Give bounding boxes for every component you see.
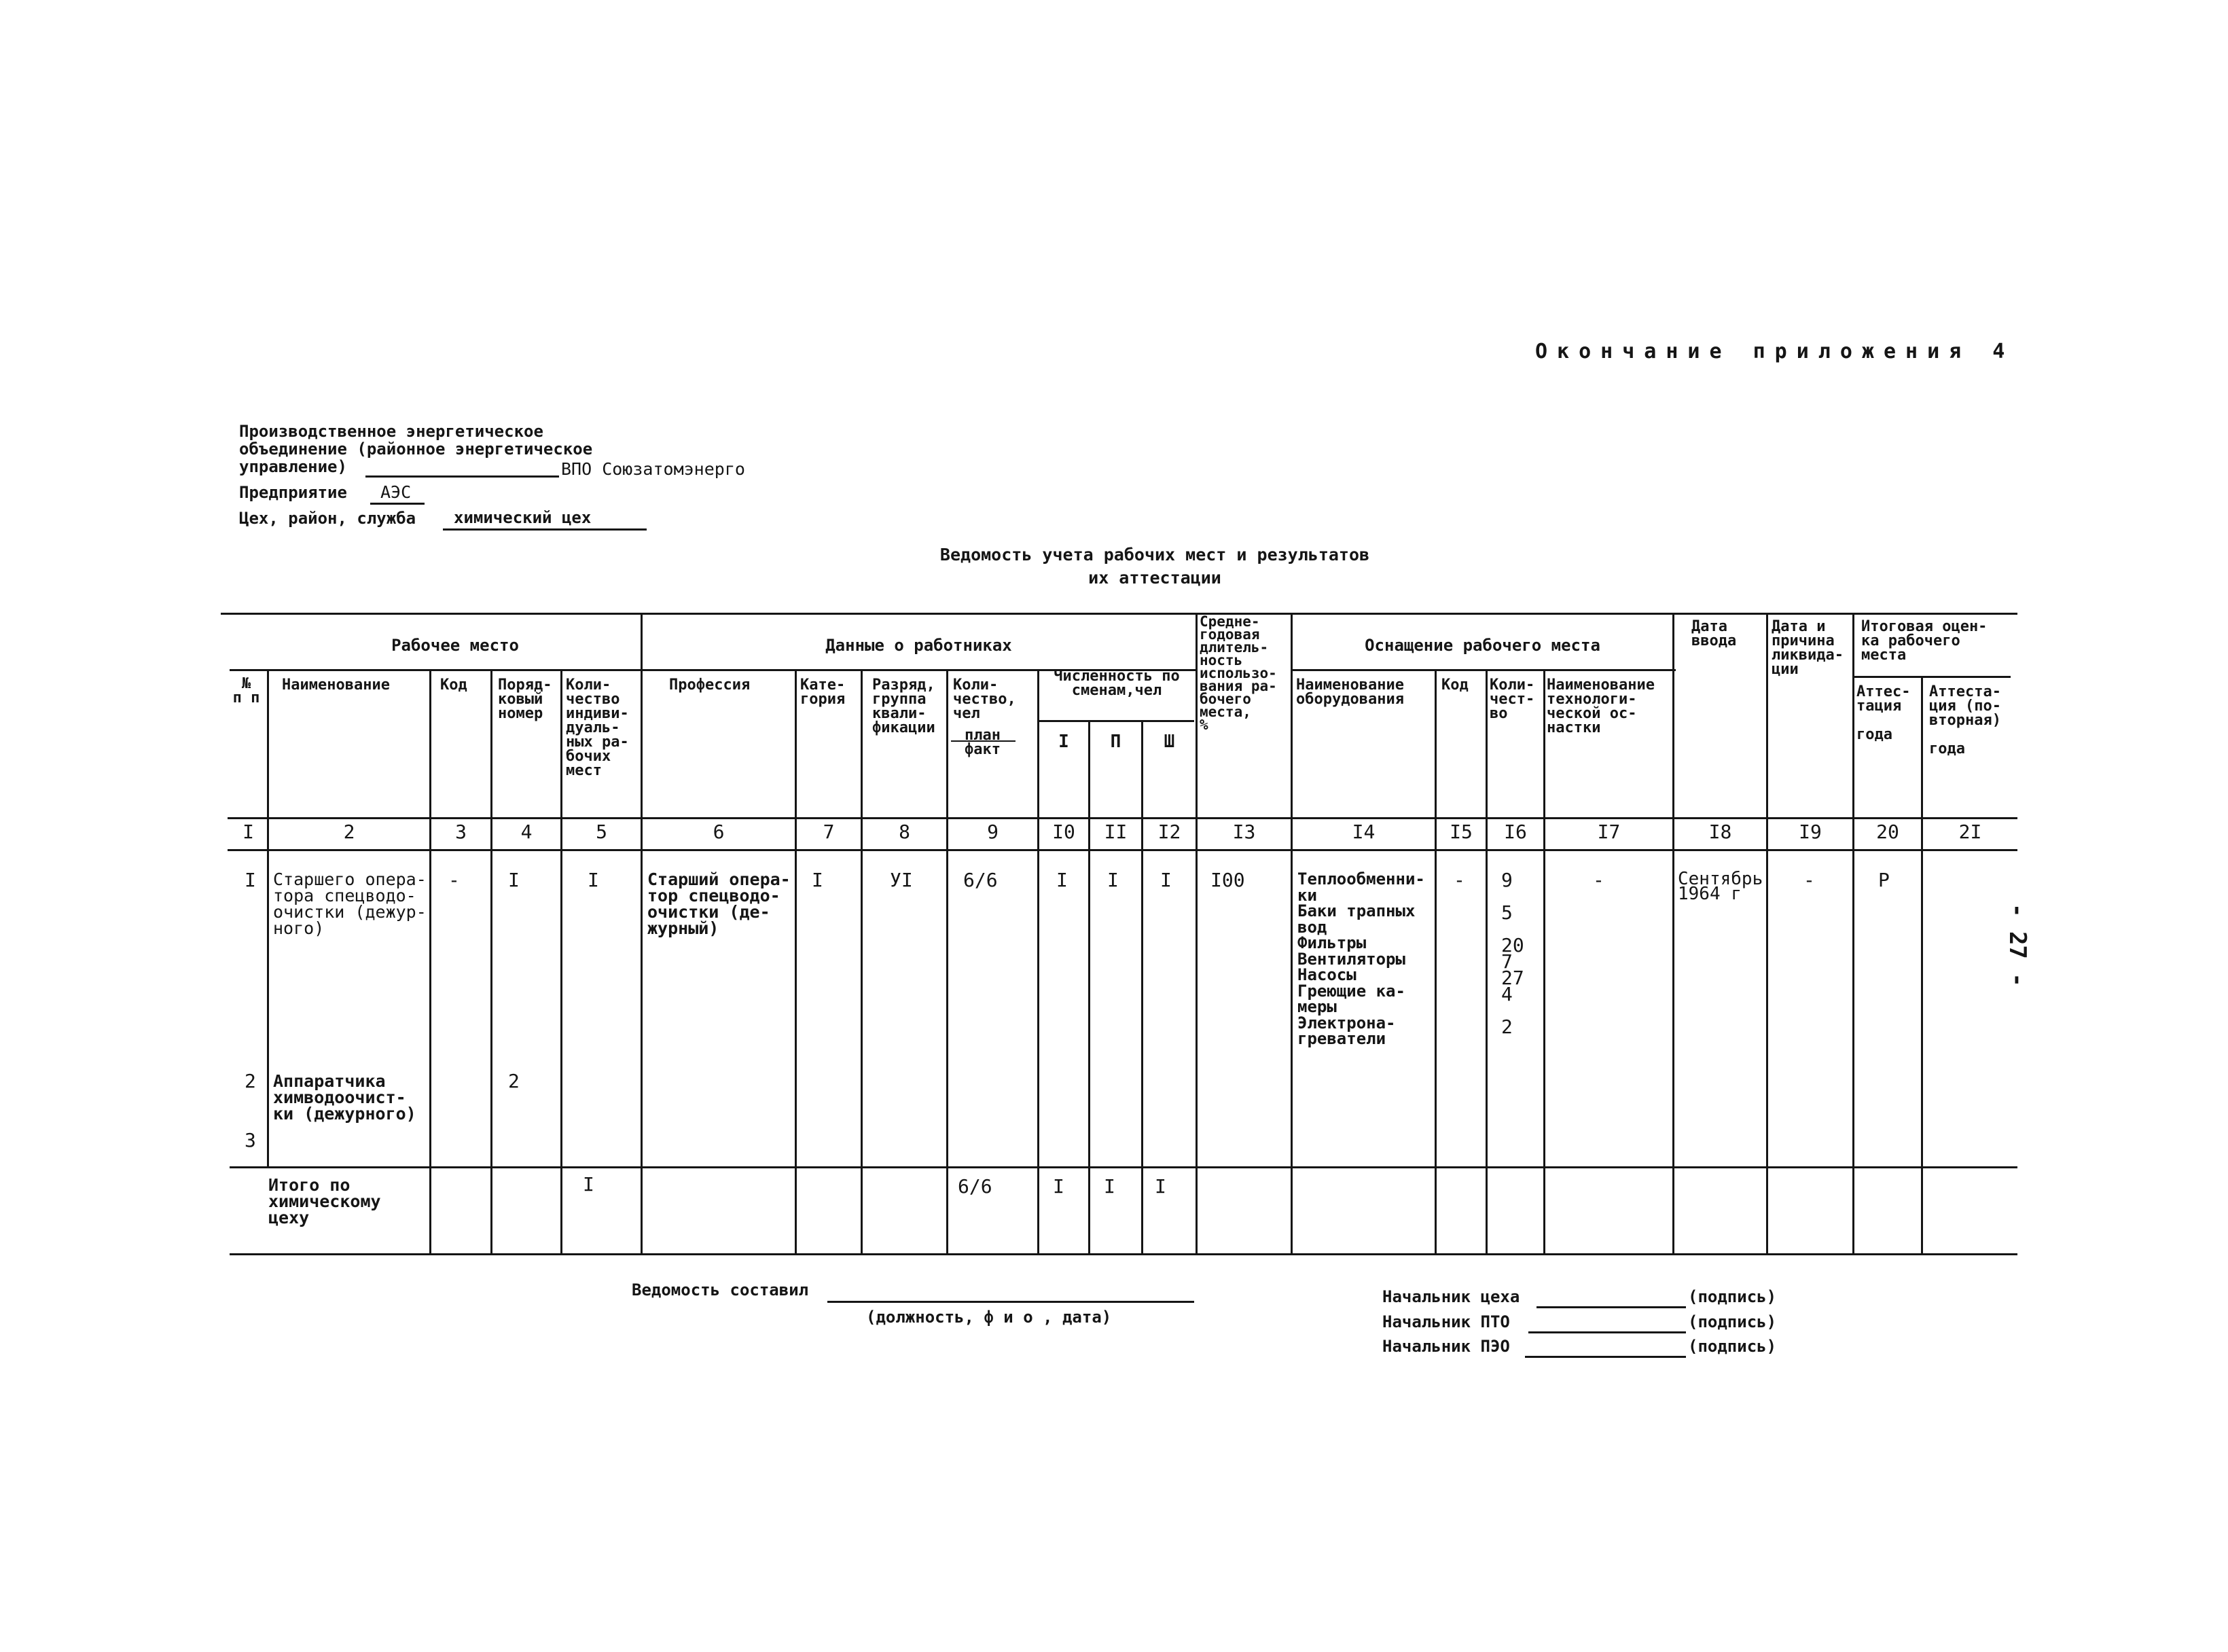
row1-shift-1: I [1056, 869, 1068, 891]
row1-date-in: Сентябрь 1964 г [1678, 869, 1763, 904]
equip-qty-1: 9 [1501, 869, 1513, 891]
vline [1196, 613, 1198, 1253]
vline [861, 669, 863, 1253]
compiled-by-line [827, 1301, 1194, 1303]
colnum-6: 6 [713, 821, 725, 843]
head-peo-line [1525, 1356, 1686, 1358]
total-count: I [583, 1173, 594, 1196]
col-avg-duration: Средне- годовая длитель- ность использо- вания ра- бочего места, % [1200, 613, 1277, 733]
colnum-bottom-rule [228, 849, 2017, 851]
row1-attestation: Р [1878, 869, 1890, 891]
colnum-20: 20 [1876, 821, 1899, 843]
vline [490, 669, 492, 1253]
dept-value: химический цех [454, 508, 592, 527]
vline [1435, 669, 1437, 1253]
row2-number: 2 [245, 1070, 256, 1092]
vline [1766, 613, 1768, 1253]
col-2-header: Наименование [282, 677, 390, 694]
group-rule-shifts [1038, 720, 1194, 722]
vline [946, 669, 948, 1253]
org-line-3: управление) [239, 457, 347, 476]
colnum-3: 3 [455, 821, 467, 843]
row2-order: 2 [508, 1070, 520, 1092]
row1-code: - [448, 869, 460, 891]
head-workshop-label: Начальник цеха [1382, 1287, 1520, 1306]
head-workshop-line [1537, 1306, 1686, 1308]
row1-avg-duration: I00 [1210, 869, 1245, 891]
colnum-19: I9 [1799, 821, 1822, 843]
col-15-header: Код [1441, 677, 1469, 694]
row2-name: Аппаратчика химводоочист- ки (дежурного) [273, 1071, 416, 1124]
head-workshop-sign: (подпись) [1688, 1287, 1777, 1306]
col-9-fact: факт [965, 741, 1001, 758]
vline [1037, 669, 1039, 1253]
shifts-header: Численность по сменам,чел [1054, 668, 1180, 699]
header-bottom-rule [228, 817, 2017, 819]
colnum-5: 5 [596, 821, 607, 843]
vline [1291, 613, 1293, 1253]
col-date-in: Дата ввода [1691, 618, 1737, 649]
org-line-1: Производственное энергетическое [239, 422, 543, 441]
row1-equipment-names: Теплообменни- ки Баки трапных вод Фильтры Вентиляторы Насосы Греющие ка- меры Электрона- греватели [1297, 869, 1425, 1048]
col-21-header: Аттеста- ция (по- вторная) года [1929, 683, 2001, 757]
col-12-header: Ш [1164, 732, 1175, 752]
group-workplace: Рабочее место [391, 636, 519, 655]
vline [1486, 669, 1488, 1253]
row1-quantity: 6/6 [963, 869, 998, 891]
col-11-header: П [1110, 732, 1121, 752]
group-rule-final [1854, 676, 2011, 678]
org-underline [365, 475, 559, 478]
row3-number: 3 [245, 1129, 256, 1151]
org-line-2: объединение (районное энергетическое [239, 439, 593, 459]
colnum-21: 2I [1958, 821, 1982, 843]
vline [1921, 676, 1923, 1253]
row1-category: I [812, 869, 823, 891]
row1-equipment-code: - [1454, 869, 1465, 891]
col-4-header: Поряд- ковый номер [498, 677, 552, 722]
col-3-header: Код [440, 677, 467, 694]
equip-qty-2: 5 [1501, 901, 1513, 924]
vline [1852, 613, 1854, 1253]
equip-qty-3: 20 [1501, 934, 1524, 956]
doc-title-line-2: их аттестации [1088, 568, 1221, 588]
colnum-10: I0 [1052, 821, 1075, 843]
total-shift-1: I [1053, 1175, 1064, 1198]
row1-number: I [245, 869, 256, 891]
col-16-header: Коли- чест- во [1490, 677, 1535, 722]
head-peo-label: Начальник ПЭО [1382, 1337, 1510, 1356]
colnum-17: I7 [1597, 821, 1621, 843]
dept-underline [443, 528, 647, 531]
table-top-rule [221, 613, 2017, 615]
col-17-header: Наименование технологи- ческой ос- настки [1547, 677, 1655, 736]
colnum-4: 4 [520, 821, 533, 843]
row1-name: Старшего опера- тора спецводо- очистки (дежур- ного) [273, 869, 427, 938]
col-9-plan: план [965, 727, 1001, 744]
compiled-by-hint: (должность, ф и о , дата) [866, 1308, 1112, 1327]
equip-qty-7: 2 [1501, 1016, 1513, 1038]
total-shift-3: I [1155, 1175, 1166, 1198]
vline [1672, 613, 1674, 1253]
row1-order: I [508, 869, 520, 891]
colnum-12: I2 [1157, 821, 1181, 843]
row1-tooling: - [1593, 869, 1604, 891]
col-9-header: Коли- чество, чел [953, 677, 1016, 722]
equip-qty-4: 7 [1501, 950, 1513, 973]
vline [1088, 720, 1090, 1253]
colnum-14: I4 [1352, 821, 1376, 843]
enterprise-underline [370, 503, 425, 505]
equip-qty-6: 4 [1501, 983, 1513, 1005]
total-label: Итого по химическому цеху [268, 1175, 381, 1227]
col-6-header: Профессия [669, 677, 751, 694]
page-number: - 27 - [2004, 903, 2031, 987]
vline [1543, 669, 1545, 1253]
group-workers: Данные о работниках [825, 636, 1012, 655]
org-value: ВПО Союзатомэнерго [561, 459, 745, 479]
row1-shift-3: I [1160, 869, 1172, 891]
colnum-2: 2 [343, 821, 355, 843]
vline [1141, 720, 1143, 1253]
vline [267, 669, 269, 1166]
doc-title-line-1: Ведомость учета рабочих мест и результатов [939, 545, 1370, 564]
appendix-label: Окончание приложения 4 [1535, 340, 2015, 363]
colnum-9: 9 [987, 821, 999, 843]
col-8-header: Разряд, группа квали- фикации [872, 677, 935, 736]
row1-shift-2: I [1107, 869, 1119, 891]
colnum-16: I6 [1504, 821, 1527, 843]
col-5-header: Коли- чество индиви- дуаль- ных ра- бочих мест [566, 677, 629, 779]
colnum-18: I8 [1708, 821, 1732, 843]
group-rule-equipment [1292, 669, 1676, 671]
col-7-header: Кате- гория [800, 677, 846, 708]
group-final-assessment: Итоговая оцен- ка рабочего места [1861, 618, 1988, 664]
colnum-8: 8 [899, 821, 910, 843]
enterprise-value: АЭС [380, 482, 412, 502]
head-pto-line [1528, 1331, 1686, 1333]
col-10-header: I [1058, 732, 1069, 752]
head-pto-sign: (подпись) [1688, 1312, 1777, 1331]
enterprise-label: Предприятие [239, 483, 347, 502]
colnum-7: 7 [823, 821, 835, 843]
colnum-15: I5 [1450, 821, 1473, 843]
col-20-header: Аттес- тация года [1856, 683, 1911, 743]
table-bottom-rule [230, 1253, 2017, 1255]
row1-count: I [588, 869, 599, 891]
group-equipment: Оснащение рабочего места [1365, 636, 1600, 655]
colnum-11: II [1104, 821, 1128, 843]
total-shift-2: I [1104, 1175, 1115, 1198]
row1-date-liquidation: - [1803, 869, 1815, 891]
compiled-by-label: Ведомость составил [632, 1280, 809, 1299]
vline [429, 669, 431, 1253]
total-quantity: 6/6 [958, 1175, 992, 1198]
vline [641, 613, 643, 1253]
colnum-1: I [242, 821, 254, 843]
head-pto-label: Начальник ПТО [1382, 1312, 1510, 1331]
col-date-liquidation: Дата и причина ликвида- ции [1772, 618, 1844, 678]
row1-profession: Старший опера- тор спецводо- очистки (де- журный) [647, 869, 791, 938]
vline [560, 669, 562, 1253]
col-1-header: № п п [232, 675, 260, 706]
body-bottom-rule [230, 1166, 2017, 1168]
group-rule-workplace [230, 669, 641, 671]
dept-label: Цех, район, служба [239, 509, 416, 528]
equip-qty-5: 27 [1501, 967, 1524, 989]
col-14-header: Наименование оборудования [1296, 677, 1404, 708]
row1-grade: УI [890, 869, 913, 891]
colnum-13: I3 [1232, 821, 1256, 843]
head-peo-sign: (подпись) [1688, 1337, 1777, 1356]
vline [795, 669, 797, 1253]
